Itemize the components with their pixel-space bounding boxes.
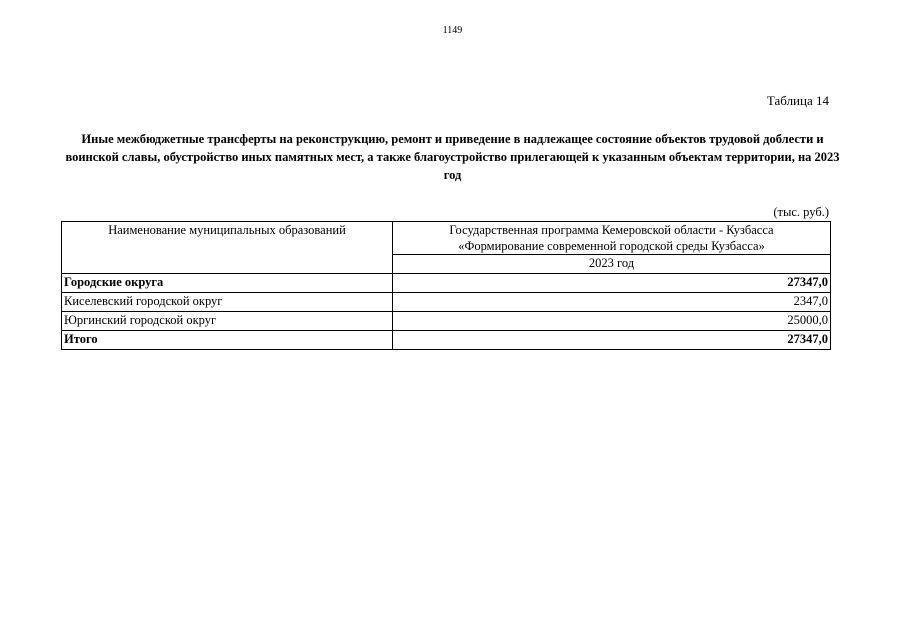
table-row-yurga xyxy=(62,312,831,331)
row-value: 27347,0 xyxy=(393,274,831,293)
row-value: 27347,0 xyxy=(393,331,831,350)
header-municipality: Наименование муниципальных образований xyxy=(62,222,393,274)
transfers-table xyxy=(61,221,831,350)
units-label: (тыс. руб.) xyxy=(773,205,829,219)
row-name: Киселевский городской округ xyxy=(62,293,393,312)
table-label: Таблица 14 xyxy=(766,93,829,108)
row-name: Городские округа xyxy=(62,274,393,293)
header-program-line2: «Формирование современной городской среды Кузбасса» xyxy=(458,239,765,253)
table-row-kiselevsk xyxy=(62,293,831,312)
header-year: 2023 год xyxy=(393,255,831,274)
header-program-line1: Государственная программа Кемеровской области - Кузбасса xyxy=(449,223,774,237)
row-value: 2347,0 xyxy=(393,293,831,312)
table-row-total xyxy=(62,331,831,350)
table-header-row xyxy=(62,222,831,255)
page-number: 1149 xyxy=(442,25,463,36)
row-name: Юргинский городской округ xyxy=(62,312,393,331)
row-value: 25000,0 xyxy=(393,312,831,331)
row-name: Итого xyxy=(62,331,393,350)
header-program xyxy=(393,222,831,255)
table-row-urban-districts xyxy=(62,274,831,293)
document-title: Иные межбюджетные трансферты на реконструкцию, ремонт и приведение в надлежащее состояние объектов трудовой доблести и воинской славы, обустройство иных памятных мест, а также благоустройство прилегающей к указанным объектам территории, на 2023 год xyxy=(65,132,840,182)
